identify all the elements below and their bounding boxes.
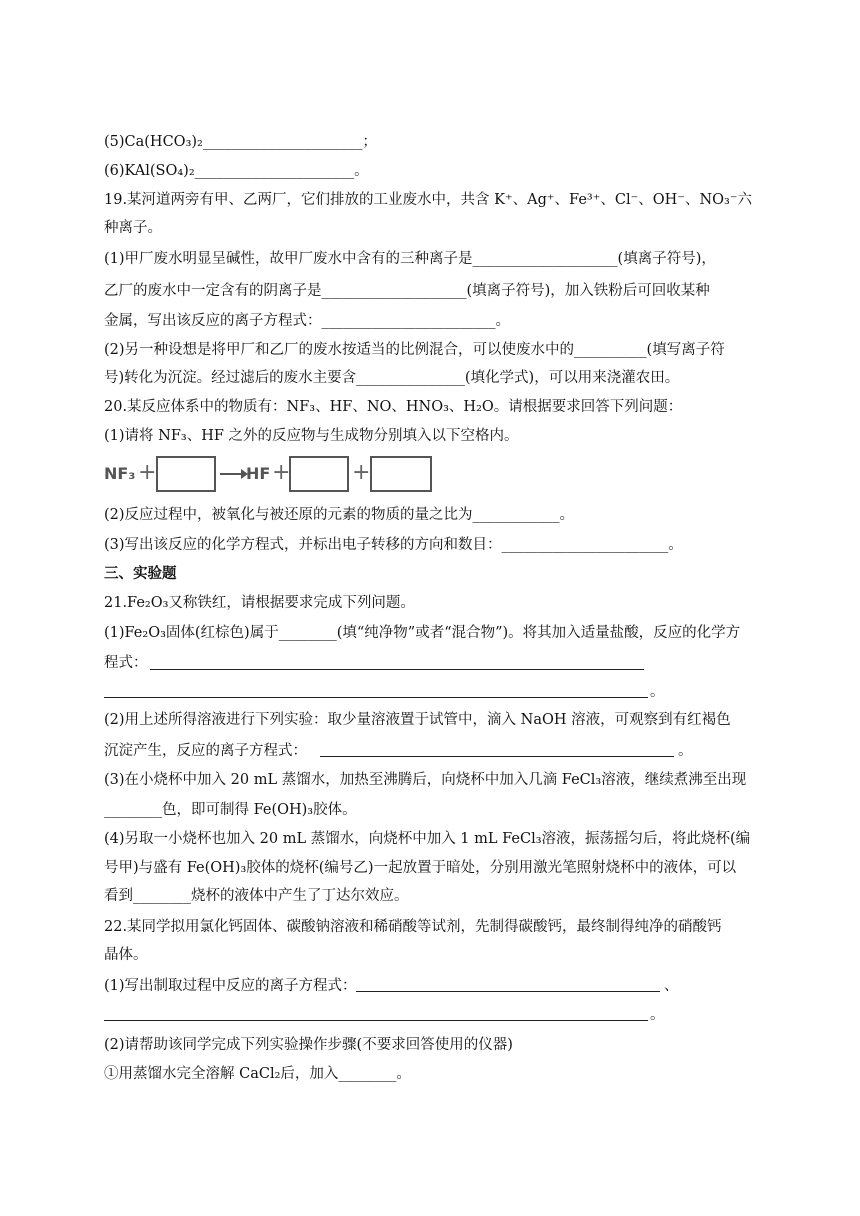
q19-part2-line1: (2)另一种设想是将甲厂和乙厂的废水按适当的比例混合，可以使废水中的__________(填写离子符 bbox=[104, 342, 725, 358]
q19-stem-line1: 19.某河道两旁有甲、乙两厂，它们排放的工业废水中，共含 K⁺、Ag⁺、Fe³⁺、Cl⁻、OH⁻、NO₃⁻六 bbox=[104, 192, 752, 208]
q21-part1-end: 。 bbox=[650, 684, 665, 700]
reaction-diagram bbox=[104, 456, 444, 494]
q19-stem-line2: 种离子。 bbox=[104, 220, 162, 236]
q20-part2: (2)反应过程中，被氧化与被还原的元素的物质的量之比为____________。 bbox=[104, 507, 575, 523]
q21-part4-line3: 看到________烧杯的液体中产生了丁达尔效应。 bbox=[104, 888, 409, 904]
q21-part4-line2: 号甲)与盛有 Fe(OH)₃胶体的烧杯(编号乙)一起放置于暗处，分别用激光笔照射烧杯中的液体，可以 bbox=[104, 860, 737, 876]
q22-step1: ①用蒸馏水完全溶解 CaCl₂后，加入________。 bbox=[104, 1066, 411, 1082]
q21-part3-line1: (3)在小烧杯中加入 20 mL 蒸馏水，加热至沸腾后，向烧杯中加入几滴 FeCl₃溶液，继续煮沸至出现 bbox=[104, 772, 747, 788]
q21-part1-answer-line-2[interactable] bbox=[104, 697, 648, 698]
diagram-product: HF bbox=[246, 464, 271, 483]
diagram-plus-1: + bbox=[138, 460, 157, 485]
q21-part1-line1: (1)Fe₂O₃固体(红棕色)属于________(填“纯净物”或者“混合物”)。将其加入适量盐酸，反应的化学方 bbox=[104, 625, 741, 641]
q22-stem-line2: 晶体。 bbox=[104, 947, 148, 963]
q21-part4-line1: (4)另取一小烧杯也加入 20 mL 蒸馏水，向烧杯中加入 1 mL FeCl₃溶液，振荡摇匀后，将此烧杯(编 bbox=[104, 831, 751, 847]
q20-part1: (1)请将 NF₃、HF 之外的反应物与生成物分别填入以下空格内。 bbox=[104, 428, 519, 444]
q18-5: (5)Ca(HCO₃)₂______________________； bbox=[104, 134, 377, 150]
diagram-blank-box-2[interactable] bbox=[289, 456, 349, 492]
q22-part2: (2)请帮助该同学完成下列实验操作步骤(不要求回答使用的仪器) bbox=[104, 1037, 513, 1053]
q21-part3-line2: ________色，即可制得 Fe(OH)₃胶体。 bbox=[104, 802, 357, 818]
section-heading: 三、实验题 bbox=[104, 565, 177, 582]
q19-part2-line2: 号)转化为沉淀。经过滤后的废水主要含_______________(填化学式)，可以用来浇灌农田。 bbox=[104, 370, 680, 386]
diagram-arrow bbox=[220, 473, 246, 475]
diagram-blank-box-1[interactable] bbox=[156, 456, 216, 492]
diagram-blank-box-3[interactable] bbox=[370, 456, 432, 492]
q21-part2-line1: (2)用上述所得溶液进行下列实验：取少量溶液置于试管中，滴入 NaOH 溶液，可观察到有红褐色 bbox=[104, 712, 731, 728]
q21-stem: 21.Fe₂O₃又称铁红，请根据要求完成下列问题。 bbox=[104, 595, 415, 611]
diagram-plus-2: + bbox=[272, 460, 291, 485]
q22-part1-answer-line-2[interactable] bbox=[104, 1020, 648, 1021]
q19-part1-line2: 乙厂的废水中一定含有的阴离子是____________________(填离子符号)，加入铁粉后可回收某种 bbox=[104, 283, 710, 299]
q21-part1-answer-line-1[interactable] bbox=[150, 669, 644, 670]
diagram-reactant: NF₃ bbox=[104, 464, 136, 483]
q22-part1-answer-line-1[interactable] bbox=[356, 991, 660, 992]
diagram-plus-3: + bbox=[352, 460, 371, 485]
q18-6: (6)KAl(SO₄)₂______________________。 bbox=[104, 163, 369, 179]
q21-part2-line2: 沉淀产生，反应的离子方程式： bbox=[104, 743, 307, 759]
q22-part1-line1: (1)写出制取过程中反应的离子方程式： bbox=[104, 978, 357, 994]
q19-part1-line1: (1)甲厂废水明显呈碱性，故甲厂废水中含有的三种离子是____________________(填离子符号)， bbox=[104, 251, 716, 267]
q22-part1-end: 。 bbox=[650, 1007, 665, 1023]
q21-part1-line2: 程式： bbox=[104, 655, 148, 671]
q22-part1-sep: 、 bbox=[664, 978, 679, 994]
q21-part2-answer-line[interactable] bbox=[320, 756, 674, 757]
q21-part2-end: 。 bbox=[678, 743, 693, 759]
q22-stem-line1: 22.某同学拟用氯化钙固体、碳酸钠溶液和稀硝酸等试剂，先制得碳酸钙，最终制得纯净的硝酸钙 bbox=[104, 919, 722, 935]
q19-part1-line3: 金属，写出该反应的离子方程式：________________________。 bbox=[104, 313, 510, 329]
q20-stem: 20.某反应体系中的物质有：NF₃、HF、NO、HNO₃、H₂O。请根据要求回答下列问题： bbox=[104, 399, 683, 415]
q20-part3: (3)写出该反应的化学方程式，并标出电子转移的方向和数目：_______________________。 bbox=[104, 537, 683, 553]
